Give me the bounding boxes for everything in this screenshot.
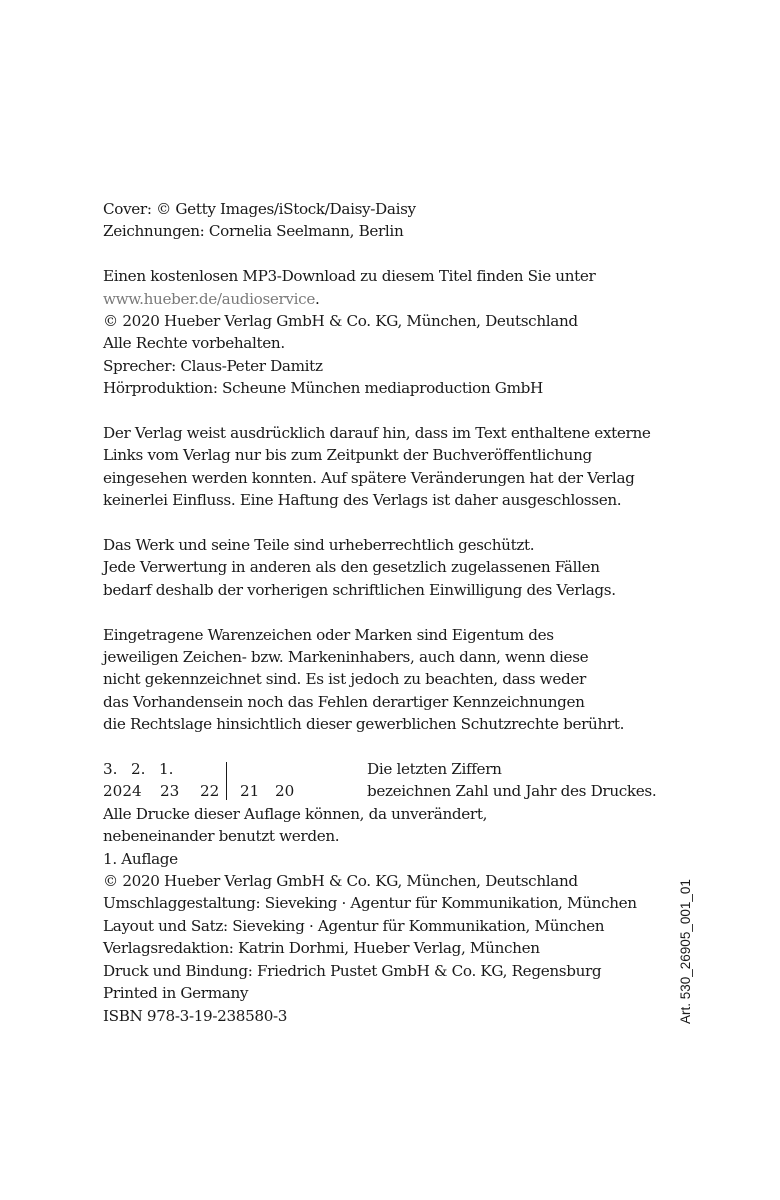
cover-design-credit: Umschlaggestaltung: Sieveking · Agentur für Kommunikation, München (103, 894, 637, 913)
print-number: 1. (159, 760, 174, 779)
audio-production: Hörproduktion: Scheune München mediaproduction GmbH (103, 379, 543, 398)
print-years-row (103, 780, 723, 802)
audio-download-line: www.hueber.de/audioservice. (103, 289, 320, 308)
print-year: 22 (200, 782, 220, 801)
trademark-notice-line: Eingetragene Warenzeichen oder Marken sind Eigentum des (103, 625, 554, 644)
trademark-notice-line: das Vorhandensein noch das Fehlen derartiger Kennzeichnungen (103, 692, 585, 711)
trademark-notice-line: jeweiligen Zeichen- bzw. Markeninhabers, auch dann, wenn diese (103, 648, 589, 667)
drawings-credit: Zeichnungen: Cornelia Seelmann, Berlin (103, 222, 404, 241)
print-number: 3. (103, 760, 118, 779)
printing-credit: Druck und Bindung: Friedrich Pustet GmbH & Co. KG, Regensburg (103, 961, 602, 980)
trademark-notice-line: die Rechtslage hinsichtlich dieser gewerblichen Schutzrechte berührt. (103, 715, 625, 734)
imprint-copyright: © 2020 Hueber Verlag GmbH & Co. KG, München, Deutschland (103, 872, 578, 891)
imprint-page (103, 198, 723, 1027)
layout-credit: Layout und Satz: Sieveking · Agentur für Kommunikation, München (103, 916, 605, 935)
audio-copyright: © 2020 Hueber Verlag GmbH & Co. KG, München, Deutschland (103, 312, 578, 331)
disclaimer-line: Links vom Verlag nur bis zum Zeitpunkt der Buchveröffentlichung (103, 446, 592, 465)
copyright-notice-line: Jede Verwertung in anderen als den gesetzlich zugelassenen Fällen (103, 558, 600, 577)
imprint-line: Alle Drucke dieser Auflage können, da unverändert, (103, 804, 488, 823)
editorial-credit: Verlagsredaktion: Katrin Dorhmi, Hueber Verlag, München (103, 939, 540, 958)
print-year: 2024 (103, 782, 142, 801)
audio-speaker: Sprecher: Claus-Peter Damitz (103, 356, 323, 375)
audio-rights: Alle Rechte vorbehalten. (103, 334, 285, 353)
copyright-notice-line: Das Werk und seine Teile sind urheberrechtlich geschützt. (103, 536, 535, 555)
edition-legend-line-1: Die letzten Ziffern (367, 760, 502, 779)
article-code: Art. 530_26905_001_01 (678, 879, 693, 1024)
print-year: 21 (240, 782, 260, 801)
edition-legend-line-2: bezeichnen Zahl und Jahr des Druckes. (367, 782, 657, 801)
disclaimer-line: Der Verlag weist ausdrücklich darauf hin, dass im Text enthaltene externe (103, 424, 651, 443)
print-years (103, 780, 294, 802)
cover-credit: Cover: © Getty Images/iStock/Daisy-Daisy (103, 200, 416, 218)
print-number: 2. (131, 760, 146, 779)
print-year: 23 (160, 782, 180, 801)
edition-label: 1. Auflage (103, 849, 178, 868)
print-numbers (103, 758, 174, 780)
isbn: ISBN 978-3-19-238580-3 (103, 1006, 288, 1025)
audio-download-text: Einen kostenlosen MP3-Download zu diesem Titel finden Sie unter (103, 267, 596, 286)
edition-divider (226, 762, 227, 800)
printed-in: Printed in Germany (103, 984, 249, 1003)
imprint-line: nebeneinander benutzt werden. (103, 827, 340, 846)
print-numbers-row (103, 758, 723, 780)
audio-service-link[interactable]: www.hueber.de/audioservice (103, 289, 315, 308)
print-year: 20 (275, 782, 295, 801)
disclaimer-line: eingesehen werden konnten. Auf spätere Veränderungen hat der Verlag (103, 468, 635, 487)
copyright-notice-line: bedarf deshalb der vorherigen schriftlichen Einwilligung des Verlags. (103, 580, 616, 599)
disclaimer-line: keinerlei Einfluss. Eine Haftung des Verlags ist daher ausgeschlossen. (103, 491, 622, 510)
trademark-notice-line: nicht gekennzeichnet sind. Es ist jedoch zu beachten, dass weder (103, 670, 586, 689)
